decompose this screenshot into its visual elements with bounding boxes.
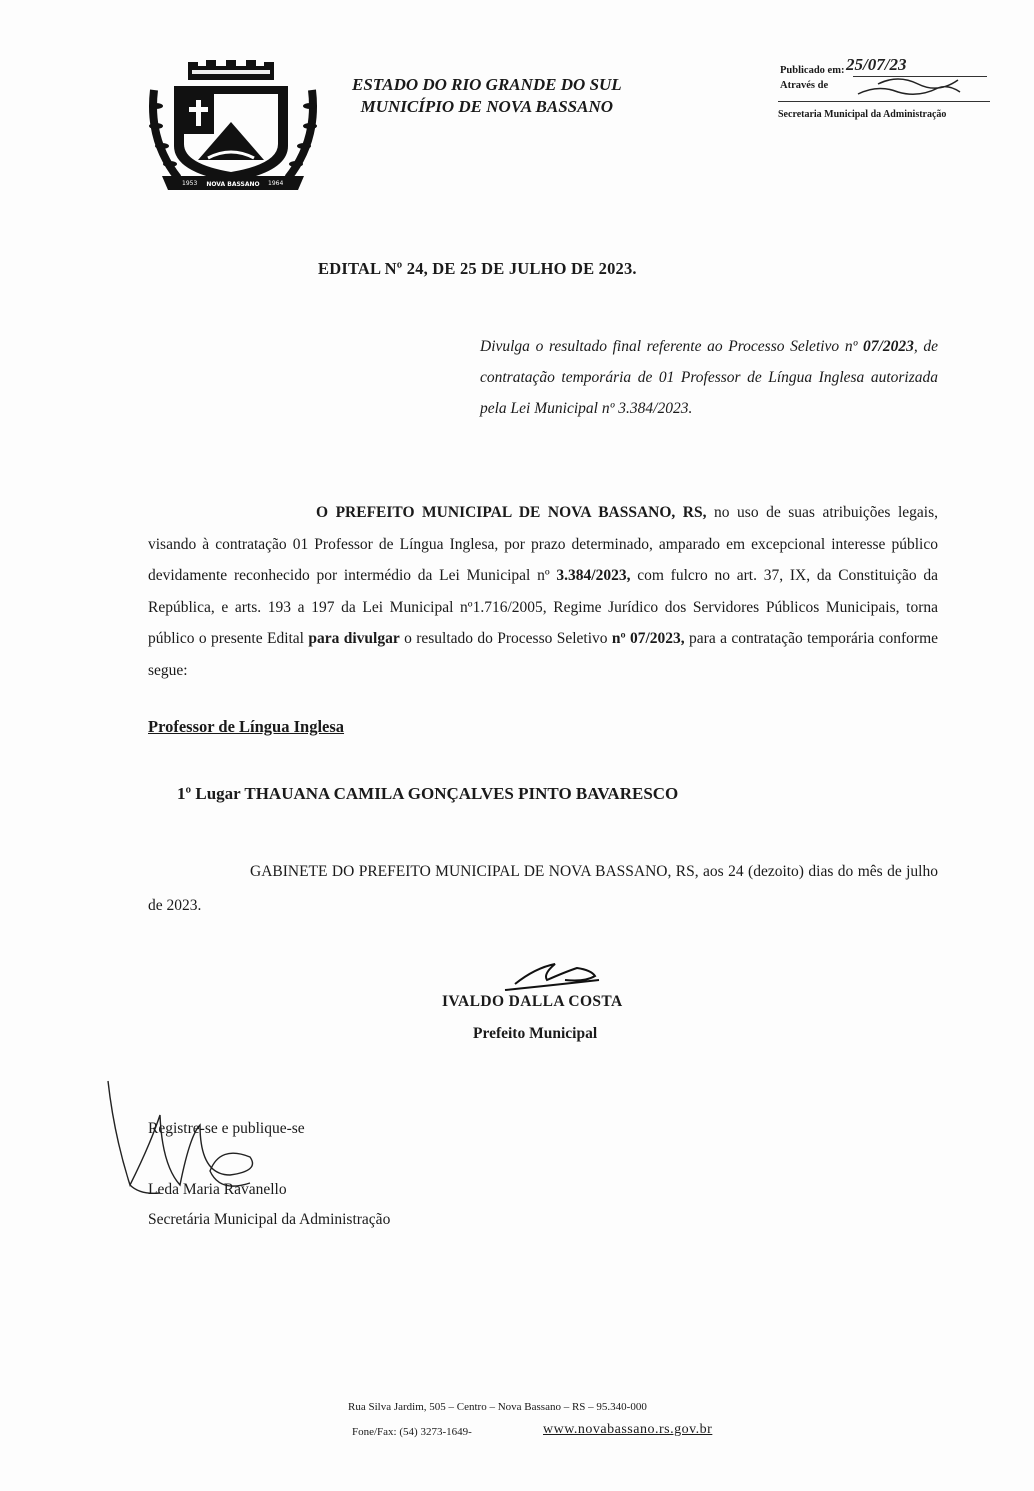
stamp-department: Secretaria Municipal da Administração (778, 109, 947, 120)
edital-summary (480, 331, 938, 424)
mayor-role: Prefeito Municipal (473, 1025, 598, 1042)
secretary-name: Leda Maria Ravanello (148, 1181, 287, 1198)
letterhead (352, 74, 622, 118)
secretary-signature (100, 1075, 300, 1225)
winner-name: THAUANA CAMILA GONÇALVES PINTO BAVARESCO (244, 784, 679, 803)
mayor-signature (495, 950, 615, 998)
body-text-3: o resultado do Processo Seletivo (399, 630, 612, 647)
stamp-published-label: Publicado em: (780, 65, 845, 76)
footer-phone: Fone/Fax: (54) 3273-1649- (352, 1426, 472, 1438)
summary-text-2: , de contratação temporária de 01 Professor de Língua Inglesa autorizada pela Lei Municipal nº 3.384/2023. (480, 338, 938, 417)
closing-paragraph (148, 855, 938, 923)
municipality-name: MUNICÍPIO DE NOVA BASSANO (360, 97, 614, 116)
publication-stamp (778, 55, 996, 130)
ribbon-year-right: 1964 (268, 180, 284, 187)
stamp-via-label: Através de (780, 80, 829, 91)
body-text-2: com fulcro no art. 37, IX, da Constituição da República, e arts. 193 a 197 da Lei Municipal nº1.716/2005, Regime Jurídico dos Servidores Públicos Municipais, torna público o presente Edital (148, 567, 938, 647)
body-purpose: para divulgar (308, 630, 400, 647)
coat-of-arms-emblem (148, 60, 318, 200)
edital-title: EDITAL Nº 24, DE 25 DE JULHO DE 2023. (318, 259, 637, 278)
edital-body (148, 497, 938, 686)
body-text-4: para a contratação temporária conforme segue: (148, 630, 939, 679)
winner-place: 1º Lugar (177, 784, 241, 803)
footer-website-link[interactable]: www.novabassano.rs.gov.br (543, 1422, 713, 1437)
summary-process-number: 07/2023 (863, 338, 914, 355)
ribbon-year-left: 1953 (182, 180, 198, 187)
registration-note: Registre-se e publique-se (148, 1120, 305, 1137)
ribbon-text: NOVA BASSANO (206, 181, 260, 188)
state-name: ESTADO DO RIO GRANDE DO SUL (352, 75, 622, 94)
body-lead: O PREFEITO MUNICIPAL DE NOVA BASSANO, RS, (316, 504, 707, 521)
winner-line (177, 784, 678, 804)
mayor-name: IVALDO DALLA COSTA (442, 993, 623, 1010)
closing-text: GABINETE DO PREFEITO MUNICIPAL DE NOVA BASSANO, RS, aos 24 (dezoito) dias do mês de julho de 2023. (148, 863, 938, 914)
body-text-1: no uso de suas atribuições legais, visando à contratação 01 Professor de Língua Inglesa, por prazo determinado, amparado em excepcional interesse público devidamente reconhecido por intermédio da Lei Municipal nº (148, 504, 939, 584)
body-process-ref: nº 07/2023, (611, 630, 685, 647)
secretary-role: Secretária Municipal da Administração (148, 1211, 391, 1228)
crown-icon (188, 60, 274, 80)
stamp-date: 25/07/23 (846, 55, 907, 74)
footer-address: Rua Silva Jardim, 505 – Centro – Nova Bassano – RS – 95.340-000 (348, 1401, 647, 1413)
body-law-number: 3.384/2023, (556, 567, 631, 584)
summary-text-1: Divulga o resultado final referente ao Processo Seletivo nº (480, 338, 864, 355)
section-title: Professor de Língua Inglesa (148, 717, 345, 736)
